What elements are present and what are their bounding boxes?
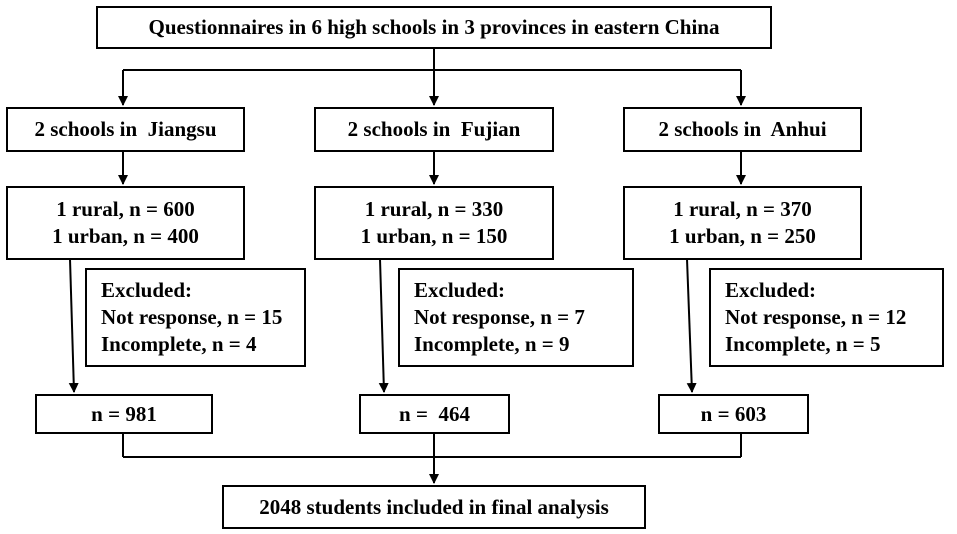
excluded-heading-anhui: Excluded:	[725, 278, 817, 302]
rural-count-jiangsu: 1 rural, n = 600	[56, 197, 195, 221]
excluded-box-jiangsu	[85, 268, 306, 367]
final-analysis-box	[222, 485, 646, 529]
arrow-fujian-final	[380, 259, 384, 392]
urban-count-anhui: 1 urban, n = 250	[669, 224, 816, 248]
incomplete-anhui: Incomplete, n = 5	[725, 332, 881, 356]
counts-box-fujian	[314, 186, 554, 260]
arrow-jiangsu-final	[70, 259, 74, 392]
urban-count-jiangsu: 1 urban, n = 400	[52, 224, 199, 248]
final-box-fujian	[359, 394, 510, 434]
incomplete-fujian: Incomplete, n = 9	[414, 332, 570, 356]
province-box-jiangsu	[6, 107, 245, 152]
excluded-heading-jiangsu: Excluded:	[101, 278, 193, 302]
rural-count-anhui: 1 rural, n = 370	[673, 197, 812, 221]
not-response-anhui: Not response, n = 12	[725, 305, 907, 329]
province-label-fujian: 2 schools in Fujian	[347, 117, 521, 141]
rural-count-fujian: 1 rural, n = 330	[364, 197, 504, 221]
excluded-heading-fujian: Excluded:	[414, 278, 506, 302]
not-response-jiangsu: Not response, n = 15	[101, 305, 283, 329]
incomplete-jiangsu: Incomplete, n = 4	[101, 332, 257, 356]
top-box	[96, 6, 772, 49]
not-response-fujian: Not response, n = 7	[414, 305, 585, 329]
province-box-anhui	[623, 107, 862, 152]
excluded-box-anhui	[709, 268, 944, 367]
urban-count-fujian: 1 urban, n = 150	[360, 224, 508, 248]
top-box-text: Questionnaires in 6 high schools in 3 provinces in eastern China	[148, 15, 720, 39]
province-label-anhui: 2 schools in Anhui	[658, 117, 827, 141]
final-count-jiangsu: n = 981	[91, 401, 157, 426]
final-analysis-text: 2048 students included in final analysis	[259, 494, 609, 519]
final-box-anhui	[658, 394, 809, 434]
province-box-fujian	[314, 107, 554, 152]
counts-box-anhui	[623, 186, 862, 260]
final-count-anhui: n = 603	[700, 401, 767, 426]
province-label-jiangsu: 2 schools in Jiangsu	[34, 117, 217, 141]
excluded-box-fujian	[398, 268, 634, 367]
final-box-jiangsu	[35, 394, 213, 434]
final-count-fujian: n = 464	[399, 401, 470, 426]
counts-box-jiangsu	[6, 186, 245, 260]
arrow-anhui-final	[687, 259, 692, 392]
